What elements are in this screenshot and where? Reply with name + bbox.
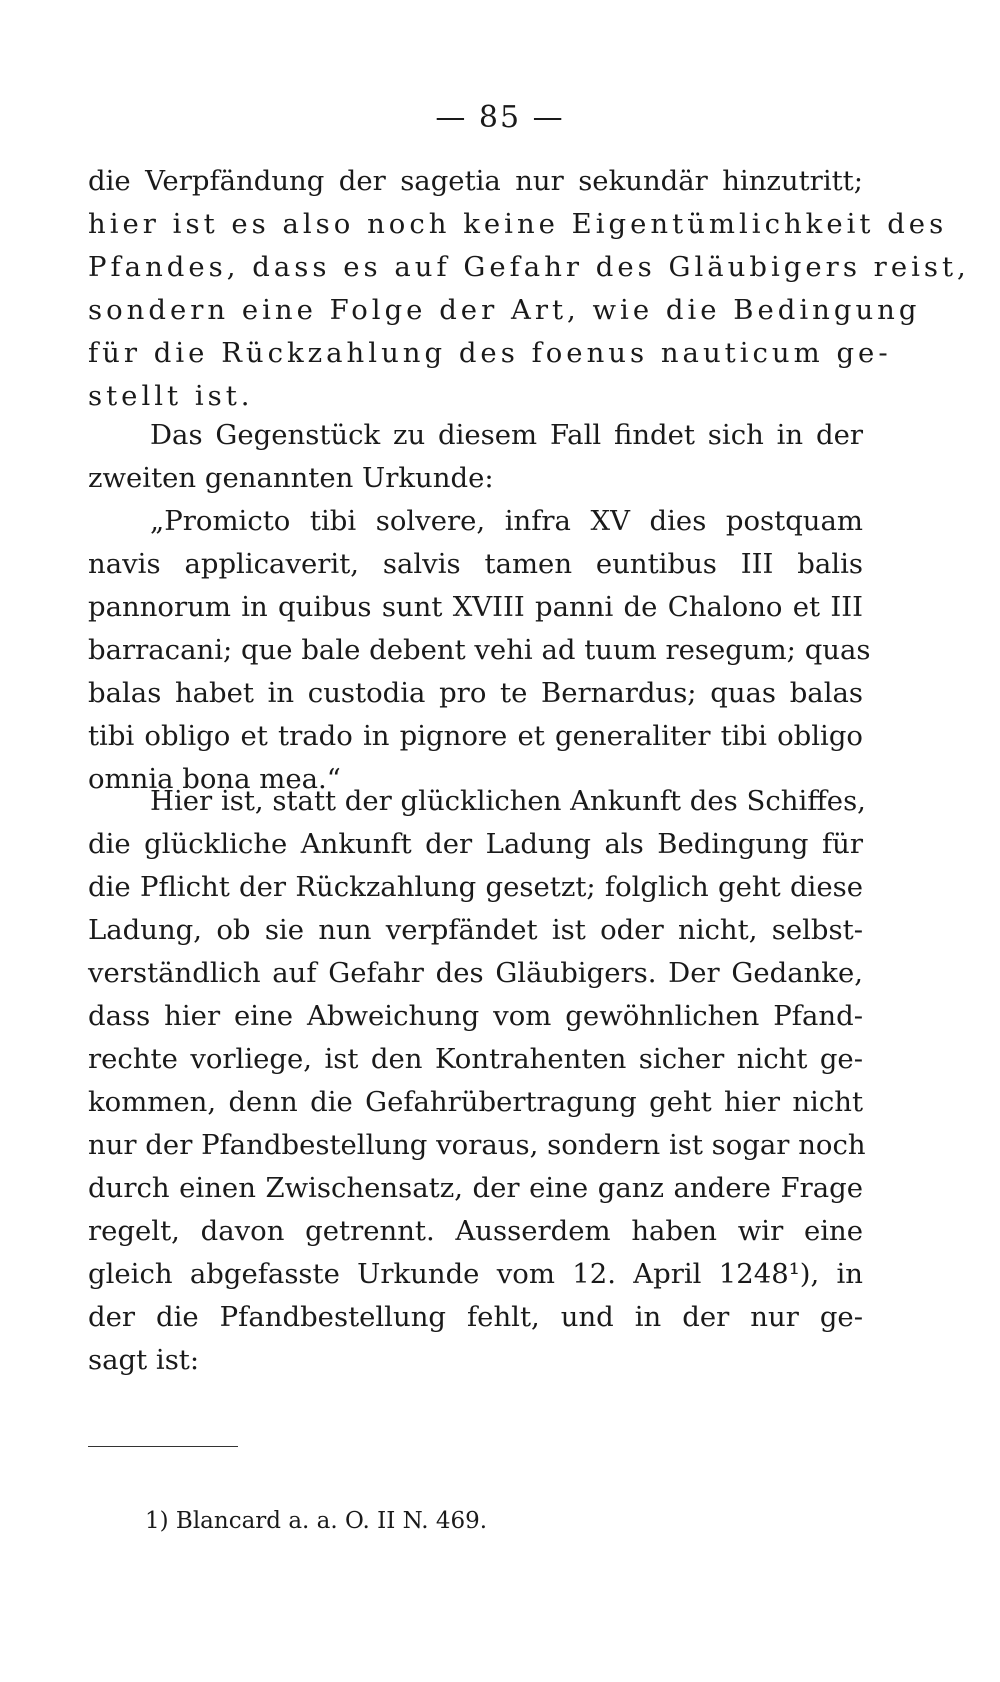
text-line: stellt ist. (88, 380, 254, 412)
text-line: die Verpfändung der sagetia nur sekundär hinzutritt; (88, 165, 863, 197)
text-line: zweiten genannten Urkunde: (88, 462, 494, 494)
text-line: hier ist es also noch keine Eigentümlichkeit des (88, 208, 948, 240)
text-line: die Pflicht der Rückzahlung gesetzt; folglich geht diese (88, 871, 863, 903)
text-line: „Promicto tibi solvere, infra XV dies postquam (150, 505, 863, 537)
paragraph-2 (88, 414, 863, 500)
text-line: gleich abgefasste Urkunde vom 12. April 1248¹), in (88, 1258, 863, 1290)
text-line: die glückliche Ankunft der Ladung als Bedingung für (88, 828, 863, 860)
paragraph-4 (88, 780, 866, 1382)
text-line: rechte vorliege, ist den Kontrahenten sicher nicht ge- (88, 1043, 863, 1075)
text-line: nur der Pfandbestellung voraus, sondern ist sogar noch (88, 1129, 866, 1161)
text-line: tibi obligo et trado in pignore et generaliter tibi obligo (88, 720, 863, 752)
text-line: durch einen Zwischensatz, der eine ganz andere Frage (88, 1172, 863, 1204)
text-line: Hier ist, statt der glücklichen Ankunft des Schiffes, (150, 785, 866, 817)
footnote-divider (88, 1446, 238, 1447)
text-line: navis applicaverit, salvis tamen euntibus III balis (88, 548, 863, 580)
text-line: Pfandes, dass es auf Gefahr des Gläubigers reist, (88, 251, 970, 283)
text-line: regelt, davon getrennt. Ausserdem haben wir eine (88, 1215, 863, 1247)
text-line: kommen, denn die Gefahrübertragung geht hier nicht (88, 1086, 863, 1118)
text-line: pannorum in quibus sunt XVIII panni de Chalono et III (88, 591, 863, 623)
text-line: balas habet in custodia pro te Bernardus; quas balas (88, 677, 863, 709)
text-line: verständlich auf Gefahr des Gläubigers. Der Gedanke, (88, 957, 863, 989)
text-line: omnia bona mea.“ (88, 763, 341, 795)
page-number: — 85 — (435, 100, 565, 135)
text-line: Das Gegenstück zu diesem Fall findet sich in der (150, 419, 863, 451)
text-line: der die Pfandbestellung fehlt, und in der nur ge- (88, 1301, 863, 1333)
text-line: sagt ist: (88, 1344, 200, 1376)
footnote: 1) Blancard a. a. O. II N. 469. (145, 1508, 488, 1534)
paragraph-1 (88, 160, 970, 418)
text-line: barracani; que bale debent vehi ad tuum resegum; quas (88, 634, 871, 666)
text-line: sondern eine Folge der Art, wie die Bedingung (88, 294, 921, 326)
text-line: Ladung, ob sie nun verpfändet ist oder nicht, selbst- (88, 914, 863, 946)
text-line: für die Rückzahlung des foenus nauticum ge- (88, 337, 892, 369)
text-line: dass hier eine Abweichung vom gewöhnlichen Pfand- (88, 1000, 863, 1032)
